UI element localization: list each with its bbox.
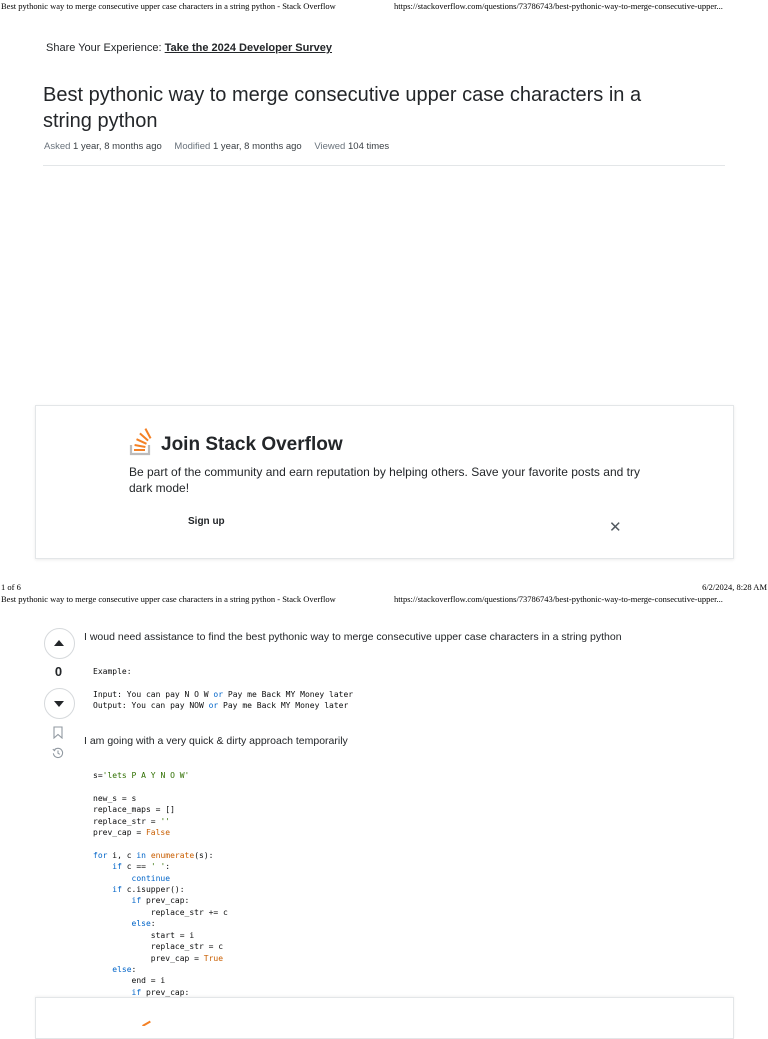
example-code-block (93, 666, 353, 712)
code-line: replace_str = c (93, 942, 224, 952)
vote-score: 0 (54, 664, 63, 679)
print-header-url-page2: https://stackoverflow.com/questions/73786743/best-pythonic-way-to-merge-consecutive-upper... (394, 594, 723, 604)
asked-value[interactable]: 1 year, 8 months ago (73, 141, 162, 152)
print-footer (0, 582, 768, 594)
print-footer-date: 6/2/2024, 8:28 AM (702, 582, 767, 592)
join-description: Be part of the community and earn reputation by helping others. Save your favorite posts and try dark mode! (129, 465, 640, 495)
print-header-title: Best pythonic way to merge consecutive upper case characters in a string python - Stack Overflow (1, 1, 336, 11)
code-line: else: (131, 919, 156, 929)
stackoverflow-logo-icon (129, 428, 153, 456)
code-line: Output: You can pay NOW or Pay me Back MY Money later (93, 701, 349, 711)
code-line: end = i (93, 976, 166, 986)
code-line: Example: (93, 667, 132, 676)
close-icon[interactable]: ✕ (609, 519, 622, 536)
code-line: replace_str = '' (93, 816, 171, 826)
question-approach: I am going with a very quick & dirty approach temporarily (84, 735, 348, 747)
print-header-page2 (0, 594, 768, 606)
approach-code-block (93, 770, 228, 998)
signup-button[interactable]: Sign up (188, 516, 225, 527)
code-line: if c.isupper(): (112, 885, 185, 895)
code-line: prev_cap = False (93, 828, 171, 838)
print-footer-page: 1 of 6 (1, 582, 21, 592)
code-line: if prev_cap: (131, 896, 190, 906)
modified-meta (174, 141, 304, 152)
survey-prefix: Share Your Experience: (46, 42, 162, 54)
code-line: Input: You can pay N O W or Pay me Back MY Money later (93, 689, 354, 699)
code-line: replace_maps = [] (93, 805, 175, 815)
join-title: Join Stack Overflow (161, 434, 343, 455)
join-stackoverflow-card-repeat (35, 997, 734, 1039)
print-header-title-page2: Best pythonic way to merge consecutive upper case characters in a string python - Stack Overflow (1, 594, 336, 604)
viewed-label: Viewed (314, 141, 346, 152)
history-icon[interactable] (52, 747, 64, 759)
stackoverflow-logo-icon (140, 1020, 154, 1026)
code-line: start = i (93, 930, 195, 940)
print-header-url: https://stackoverflow.com/questions/73786743/best-pythonic-way-to-merge-consecutive-upper... (394, 1, 723, 11)
upvote-icon[interactable] (44, 628, 75, 659)
asked-meta (44, 141, 164, 152)
code-line: if c == ' ': (112, 862, 171, 872)
modified-value[interactable]: 1 year, 8 months ago (212, 141, 302, 152)
survey-link[interactable]: Take the 2024 Developer Survey (164, 42, 332, 54)
join-stackoverflow-card (35, 405, 734, 559)
code-line: replace_str += c (93, 907, 228, 917)
bookmark-icon[interactable] (53, 726, 63, 739)
question-title[interactable]: Best pythonic way to merge consecutive upper case characters in a string python (43, 84, 642, 132)
code-line: if prev_cap: (131, 987, 190, 997)
downvote-icon[interactable] (44, 688, 75, 719)
modified-label: Modified (174, 141, 211, 152)
question-meta (44, 141, 399, 152)
code-line: else: (112, 964, 137, 974)
code-line: new_s = s (93, 793, 137, 803)
code-line: prev_cap = True (93, 953, 224, 963)
survey-banner (46, 42, 332, 54)
code-line: s='lets P A Y N O W' (93, 771, 190, 780)
code-line: for i, c in enumerate(s): (93, 850, 214, 860)
code-line: continue (131, 873, 171, 883)
print-header (0, 1, 768, 13)
asked-label: Asked (44, 141, 71, 152)
viewed-meta (314, 141, 389, 152)
header-divider (43, 165, 725, 166)
question-intro: I woud need assistance to find the best pythonic way to merge consecutive upper case characters in a string python (84, 631, 622, 643)
viewed-value: 104 times (348, 141, 390, 152)
